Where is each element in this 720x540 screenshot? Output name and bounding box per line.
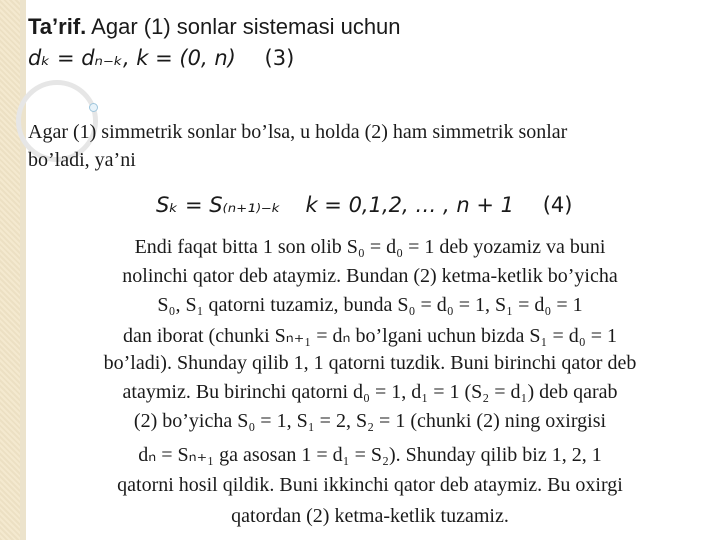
body-line: bo’ladi). Shunday qilib 1, 1 qatorni tuzdik. Buni birinchi qator deb [103, 352, 637, 374]
body-line: S₀, S₁ qatorni tuzamiz, bunda S₀ = d₀ = 1, S₁ = d₀ = 1 [157, 294, 583, 316]
decorative-dot [89, 103, 98, 112]
definition-title: Ta’rif. [28, 14, 87, 39]
paragraph-line-1: Agar (1) simmetrik sonlar bo’lsa, u holda (2) ham simmetrik sonlar [28, 121, 568, 143]
formula-4-range: k = 0,1,2, … , n + 1 [305, 193, 515, 217]
body-line: dan iborat (chunki Sₙ₊₁ = dₙ bo’lgani uchun bizda S₁ = d₀ = 1 [123, 325, 617, 347]
equation-4 [156, 193, 572, 217]
equation-number-3: (3) [264, 46, 295, 70]
body-line: qatorni hosil qildik. Buni ikkinchi qator deb ataymiz. Bu oxirgi [117, 474, 623, 496]
paragraph-line-2: bo’ladi, ya’ni [28, 149, 136, 171]
formula-3: dₖ = dₙ₋ₖ, k = (0, n) [28, 46, 236, 70]
body-line: dₙ = Sₙ₊₁ ga asosan 1 = d₁ = S₂). Shunday qilib biz 1, 2, 1 [138, 444, 602, 466]
definition-formula [28, 46, 294, 70]
formula-4: Sₖ = S₍ₙ₊₁₎₋ₖ [156, 193, 281, 217]
decorative-side-strip-inner [20, 0, 26, 540]
decorative-side-strip [0, 0, 20, 540]
definition-text: Agar (1) sonlar sistemasi uchun [91, 14, 401, 39]
equation-number-4: (4) [542, 193, 573, 217]
body-line: Endi faqat bitta 1 son olib S₀ = d₀ = 1 deb yozamiz va buni [134, 236, 606, 258]
body-line: ataymiz. Bu birinchi qatorni d₀ = 1, d₁ = 1 (S₂ = d₁) deb qarab [122, 381, 618, 403]
body-line: (2) bo’yicha S₀ = 1, S₁ = 2, S₂ = 1 (chunki (2) ning oxirgisi [133, 410, 607, 432]
definition-heading [28, 14, 401, 40]
body-line: qatordan (2) ketma-ketlik tuzamiz. [231, 505, 509, 527]
body-line: nolinchi qator deb ataymiz. Bundan (2) ketma-ketlik bo’yicha [122, 265, 618, 287]
